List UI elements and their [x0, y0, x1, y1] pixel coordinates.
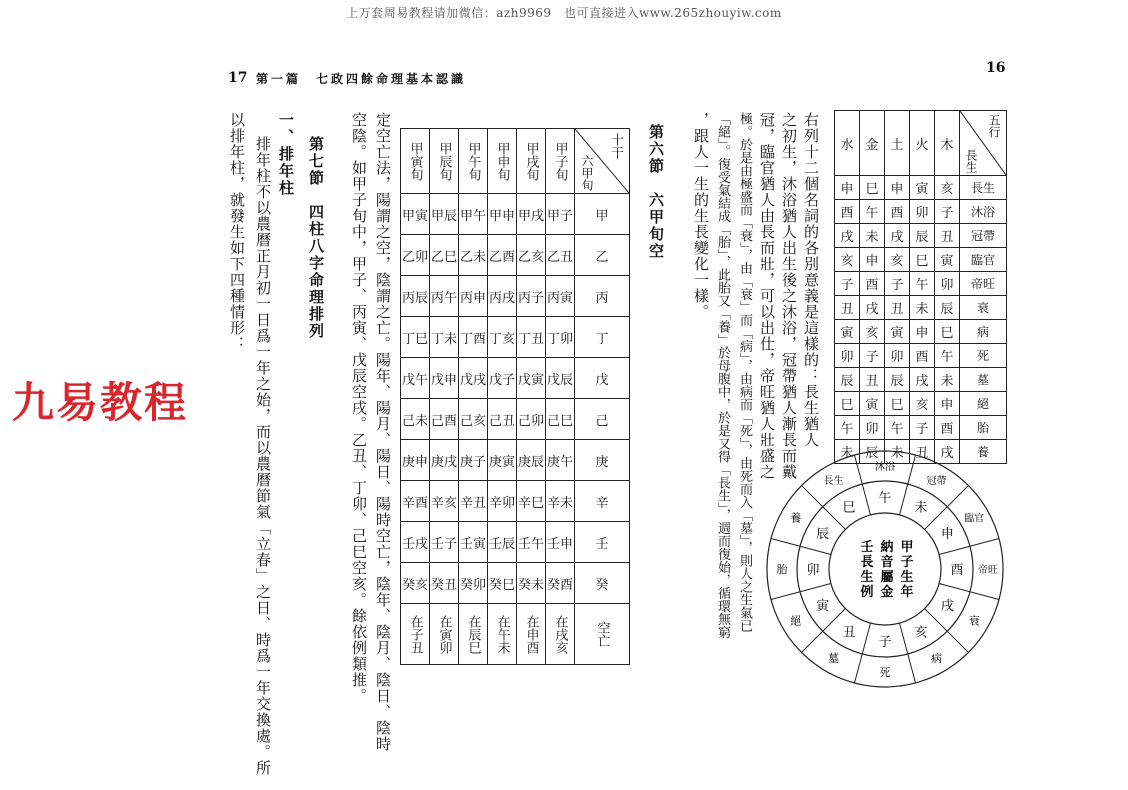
table-cell: 丁未: [430, 317, 459, 358]
table-cell: 午: [835, 416, 860, 440]
table-cell: 戌: [835, 224, 860, 248]
wheel-center-char: 例: [860, 585, 874, 600]
table-cell: 己巳: [546, 399, 575, 440]
corner-label-elements: 五行: [987, 114, 1001, 138]
watermark-logo: 九易教程: [12, 378, 189, 427]
wheel-center-char: 年: [900, 585, 914, 600]
table-cell: 庚戌: [430, 440, 459, 481]
table-cell: 己未: [401, 399, 430, 440]
table-cell: 辰: [860, 440, 885, 464]
table-cell: 辛亥: [430, 481, 459, 522]
table-cell: 丁酉: [459, 317, 488, 358]
stem-header: 乙: [575, 235, 630, 276]
stage-header: 胎: [960, 416, 1007, 440]
table-cell: 戌: [910, 368, 935, 392]
table-cell: 丁丑: [517, 317, 546, 358]
table-cell: 乙未: [459, 235, 488, 276]
table-cell: 戊寅: [517, 358, 546, 399]
body-text-line-1: 排年柱不以農曆正月初一日爲一年之始，而以農曆節氣「立春」之日、時爲一年交換處。所: [254, 136, 272, 776]
table-cell: 午: [885, 416, 910, 440]
wheel-divider: [925, 609, 969, 653]
table-cell: 寅: [935, 248, 960, 272]
wheel-divider: [939, 583, 999, 599]
table-cell: 在子丑: [401, 604, 430, 665]
table-cell: 巳: [885, 392, 910, 416]
table-cell: 亥: [885, 248, 910, 272]
wheel-stage-label: 死: [879, 666, 891, 679]
stage-header: 絕: [960, 392, 1007, 416]
table-cell: 丙戌: [488, 276, 517, 317]
table-cell: 巳: [910, 248, 935, 272]
table-cell: 己卯: [517, 399, 546, 440]
wheel-center-char: 金: [880, 585, 894, 600]
table-cell: 丑: [835, 296, 860, 320]
table-cell: 己亥: [459, 399, 488, 440]
corner-label-stems: 十干: [608, 133, 623, 159]
table-cell: 甲申: [488, 194, 517, 235]
stage-header: 養: [960, 440, 1007, 464]
explanation-line-3: 冠，臨官猶人由長而壯，可以出仕，帝旺猶人壯盛之: [758, 112, 776, 480]
table-cell: 己酉: [430, 399, 459, 440]
table-cell: 巳: [860, 176, 885, 200]
decade-header: 甲寅旬: [401, 129, 430, 194]
wheel-divider: [854, 455, 870, 515]
wheel-stage-label: 臨官: [964, 513, 985, 525]
six-jia-void-table: [400, 128, 630, 665]
table-cell: 庚子: [459, 440, 488, 481]
stem-header: 甲: [575, 194, 630, 235]
wheel-center-char: 長: [860, 555, 874, 570]
table-cell: 寅: [860, 392, 885, 416]
table-cell: 庚申: [401, 440, 430, 481]
table-cell: 乙丑: [546, 235, 575, 276]
table-cell: 子: [860, 344, 885, 368]
table-cell: 辰: [935, 296, 960, 320]
table-cell: 丑: [910, 440, 935, 464]
wheel-center-char: 子: [900, 555, 914, 570]
decade-header: 甲戌旬: [517, 129, 546, 194]
table-cell: 卯: [935, 272, 960, 296]
corner-label-decades: 六甲旬: [580, 155, 594, 191]
table-cell: 在午未: [488, 604, 517, 665]
stage-header: 帝旺: [960, 272, 1007, 296]
element-header: 土: [885, 111, 910, 176]
corner-label-stages: 長生: [964, 149, 978, 173]
table-cell: 丁亥: [488, 317, 517, 358]
wheel-branch-label: 申: [940, 527, 954, 542]
table-cell: 乙卯: [401, 235, 430, 276]
table-cell: 卯: [860, 416, 885, 440]
table-cell: 在戌亥: [546, 604, 575, 665]
table-cell: 寅: [910, 176, 935, 200]
table-cell: 辰: [885, 368, 910, 392]
explanation-line-2: 之初生，沐浴猶人出生後之沐浴，冠帶猶人漸長而戴: [780, 112, 798, 480]
table-cell: 卯: [885, 344, 910, 368]
table-cell: 酉: [910, 344, 935, 368]
wheel-divider: [802, 486, 846, 530]
table-cell: 乙亥: [517, 235, 546, 276]
table-cell: 癸巳: [488, 563, 517, 604]
table-cell: 辛丑: [459, 481, 488, 522]
stage-header: 病: [960, 320, 1007, 344]
table-cell: 丁巳: [401, 317, 430, 358]
table-cell: 甲子: [546, 194, 575, 235]
table-cell: 未: [935, 368, 960, 392]
wheel-center-char: 生: [900, 570, 914, 585]
wheel-center-char: 音: [880, 555, 894, 570]
table-cell: 戊申: [430, 358, 459, 399]
stage-header: 墓: [960, 368, 1007, 392]
table-cell: 丑: [885, 296, 910, 320]
wheel-stage-label: 絕: [790, 614, 802, 628]
table-cell: 戊戌: [459, 358, 488, 399]
wheel-branch-label: 戌: [940, 599, 954, 614]
table-cell: 午: [935, 344, 960, 368]
banner-text: 上万套周易教程请加微信：azh9969 也可直接进入www.265zhouyiw.com: [346, 6, 782, 20]
table-cell: 辰: [835, 368, 860, 392]
element-header: 水: [835, 111, 860, 176]
table-cell: 甲戌: [517, 194, 546, 235]
subsection-heading: 一、排年柱: [277, 112, 295, 197]
wheel-divider: [771, 583, 831, 599]
right-page-number: 16: [986, 60, 1006, 76]
table-cell: 戌: [935, 440, 960, 464]
table-cell: 亥: [935, 176, 960, 200]
wheel-branch-label: 亥: [914, 625, 928, 641]
table-cell: 庚午: [546, 440, 575, 481]
table-cell: 子: [835, 272, 860, 296]
stage-header: 衰: [960, 296, 1007, 320]
table-cell: 子: [910, 416, 935, 440]
table-cell: 癸丑: [430, 563, 459, 604]
body-text-line-2: 以排年柱，就發生如下四種情形：: [228, 112, 246, 352]
chapter-title: 第一篇 七政四餘命理基本認識: [256, 72, 467, 86]
void-text-line-2: 空陰。如甲子旬中，甲子、丙寅、戊辰空戌。乙丑、丁卯、己巳空亥。餘依例類推。: [350, 112, 368, 704]
stage-header: 長生: [960, 176, 1007, 200]
wheel-stage-label: 長生: [823, 475, 844, 487]
table-cell: 丁卯: [546, 317, 575, 358]
wheel-divider: [854, 623, 870, 683]
wheel-stage-label: 墓: [828, 652, 839, 666]
table-cell: 甲午: [459, 194, 488, 235]
wheel-stage-label: 冠帶: [926, 475, 947, 487]
wheel-center-char: 甲: [900, 540, 914, 555]
table-cell: 辛巳: [517, 481, 546, 522]
table-cell: 辰: [910, 224, 935, 248]
decade-header: 甲午旬: [459, 129, 488, 194]
table-cell: 丙寅: [546, 276, 575, 317]
table-corner-cell: [575, 129, 630, 194]
wheel-stage-label: 帝旺: [978, 565, 998, 576]
wheel-divider: [899, 455, 915, 515]
table-cell: 丑: [935, 224, 960, 248]
table-cell: 丙午: [430, 276, 459, 317]
explanation-line-1: 右列十二個名詞的各別意義是這樣的：長生猶人: [802, 112, 820, 448]
table-cell: 戊午: [401, 358, 430, 399]
decade-header: 甲子旬: [546, 129, 575, 194]
stage-header: 臨官: [960, 248, 1007, 272]
table-cell: 戌: [860, 296, 885, 320]
wheel-stage-label: 病: [931, 652, 942, 666]
wheel-stage-label: 胎: [776, 563, 788, 576]
table-cell: 庚辰: [517, 440, 546, 481]
table-cell: 未: [860, 224, 885, 248]
wheel-branch-label: 辰: [816, 527, 830, 542]
table-cell: 丙辰: [401, 276, 430, 317]
section-7-heading: 第七節 四柱八字命理排列: [307, 136, 325, 340]
stage-header: 冠帶: [960, 224, 1007, 248]
table-cell: 未: [885, 440, 910, 464]
stem-header: 癸: [575, 563, 630, 604]
stem-header: 己: [575, 399, 630, 440]
wheel-branch-label: 未: [914, 500, 928, 516]
table-cell: 庚寅: [488, 440, 517, 481]
stage-header: 死: [960, 344, 1007, 368]
table-cell: 在辰巳: [459, 604, 488, 665]
twelve-stages-table: [834, 110, 1007, 464]
table-cell: 亥: [835, 248, 860, 272]
table-cell: 辛酉: [401, 481, 430, 522]
wheel-branch-label: 巳: [842, 500, 856, 516]
wheel-stage-label: 沐浴: [875, 462, 895, 473]
wheel-center-char: 納: [880, 540, 894, 555]
table-cell: 午: [910, 272, 935, 296]
table-cell: 酉: [835, 200, 860, 224]
explanation-line-4: 極。於是由極盛而「衰」，由「衰」而「病」，由病而「死」，由死而入「墓」，則人之生氣已: [737, 112, 752, 632]
element-header: 木: [935, 111, 960, 176]
table-cell: 在寅卯: [430, 604, 459, 665]
wheel-center-char: 生: [860, 570, 874, 585]
table-cell: 辛未: [546, 481, 575, 522]
changsheng-wheel-diagram: [764, 448, 1006, 690]
wheel-center-char: 壬: [860, 540, 874, 555]
void-text-line-1: 定空亡法，陽謂之空，陰謂之亡。陽年、陽月、陽日、陽時空亡，陰年、陰月、陰日、陰時: [374, 112, 392, 752]
wheel-divider: [925, 486, 969, 530]
table-cell: 戌: [885, 224, 910, 248]
table-cell: 酉: [885, 200, 910, 224]
table-cell: 丑: [860, 368, 885, 392]
table-cell: 戊辰: [546, 358, 575, 399]
table-cell: 戊子: [488, 358, 517, 399]
table-cell: 申: [935, 392, 960, 416]
element-header: 火: [910, 111, 935, 176]
wheel-branch-label: 午: [878, 491, 892, 506]
stem-header: 空亡: [575, 604, 630, 665]
table-cell: 壬申: [546, 522, 575, 563]
table-cell: 未: [835, 440, 860, 464]
table-cell: 癸酉: [546, 563, 575, 604]
stem-header: 壬: [575, 522, 630, 563]
stage-header: 沐浴: [960, 200, 1007, 224]
table-cell: 未: [910, 296, 935, 320]
stem-header: 庚: [575, 440, 630, 481]
table-cell: 酉: [860, 272, 885, 296]
stem-header: 丁: [575, 317, 630, 358]
table-corner-cell: [960, 111, 1007, 176]
table-cell: 申: [835, 176, 860, 200]
explanation-line-5: 「絕」。復受氣結成「胎」，此胎又「養」於母腹中，於是又得「長生」，週而復始，循環無窮: [715, 112, 730, 639]
table-cell: 壬子: [430, 522, 459, 563]
wheel-branch-label: 酉: [950, 563, 964, 578]
wheel-divider: [802, 609, 846, 653]
table-cell: 癸卯: [459, 563, 488, 604]
table-cell: 卯: [835, 344, 860, 368]
table-cell: 亥: [910, 392, 935, 416]
table-cell: 申: [910, 320, 935, 344]
section-6-heading: 第六節 六甲旬空: [647, 124, 665, 260]
decade-header: 甲申旬: [488, 129, 517, 194]
table-cell: 乙巳: [430, 235, 459, 276]
decade-header: 甲辰旬: [430, 129, 459, 194]
table-cell: 在申酉: [517, 604, 546, 665]
table-cell: 乙酉: [488, 235, 517, 276]
table-cell: 甲辰: [430, 194, 459, 235]
left-page-number: 17: [228, 70, 248, 86]
table-cell: 癸未: [517, 563, 546, 604]
table-cell: 己丑: [488, 399, 517, 440]
table-cell: 申: [860, 248, 885, 272]
element-header: 金: [860, 111, 885, 176]
table-cell: 午: [860, 200, 885, 224]
stem-header: 丙: [575, 276, 630, 317]
table-cell: 寅: [835, 320, 860, 344]
wheel-branch-label: 寅: [816, 599, 830, 614]
wheel-stage-label: 衰: [968, 614, 980, 628]
table-cell: 丙子: [517, 276, 546, 317]
wheel-branch-label: 子: [878, 635, 892, 650]
explanation-line-6: ，跟人一生的生長變化一樣。: [692, 112, 710, 320]
stem-header: 戊: [575, 358, 630, 399]
wheel-divider: [899, 623, 915, 683]
table-cell: 壬午: [517, 522, 546, 563]
table-cell: 甲寅: [401, 194, 430, 235]
table-cell: 寅: [885, 320, 910, 344]
table-cell: 亥: [860, 320, 885, 344]
table-cell: 巳: [935, 320, 960, 344]
table-cell: 申: [885, 176, 910, 200]
table-cell: 壬辰: [488, 522, 517, 563]
table-cell: 子: [885, 272, 910, 296]
wheel-stage-label: 養: [790, 511, 802, 525]
wheel-branch-label: 卯: [806, 563, 820, 578]
table-cell: 壬戌: [401, 522, 430, 563]
table-cell: 酉: [935, 416, 960, 440]
wheel-center-char: 屬: [880, 570, 894, 585]
wheel-branch-label: 丑: [842, 625, 856, 641]
table-cell: 卯: [910, 200, 935, 224]
table-cell: 辛卯: [488, 481, 517, 522]
table-cell: 巳: [835, 392, 860, 416]
stem-header: 辛: [575, 481, 630, 522]
table-cell: 癸亥: [401, 563, 430, 604]
table-cell: 子: [935, 200, 960, 224]
table-cell: 壬寅: [459, 522, 488, 563]
table-cell: 丙申: [459, 276, 488, 317]
